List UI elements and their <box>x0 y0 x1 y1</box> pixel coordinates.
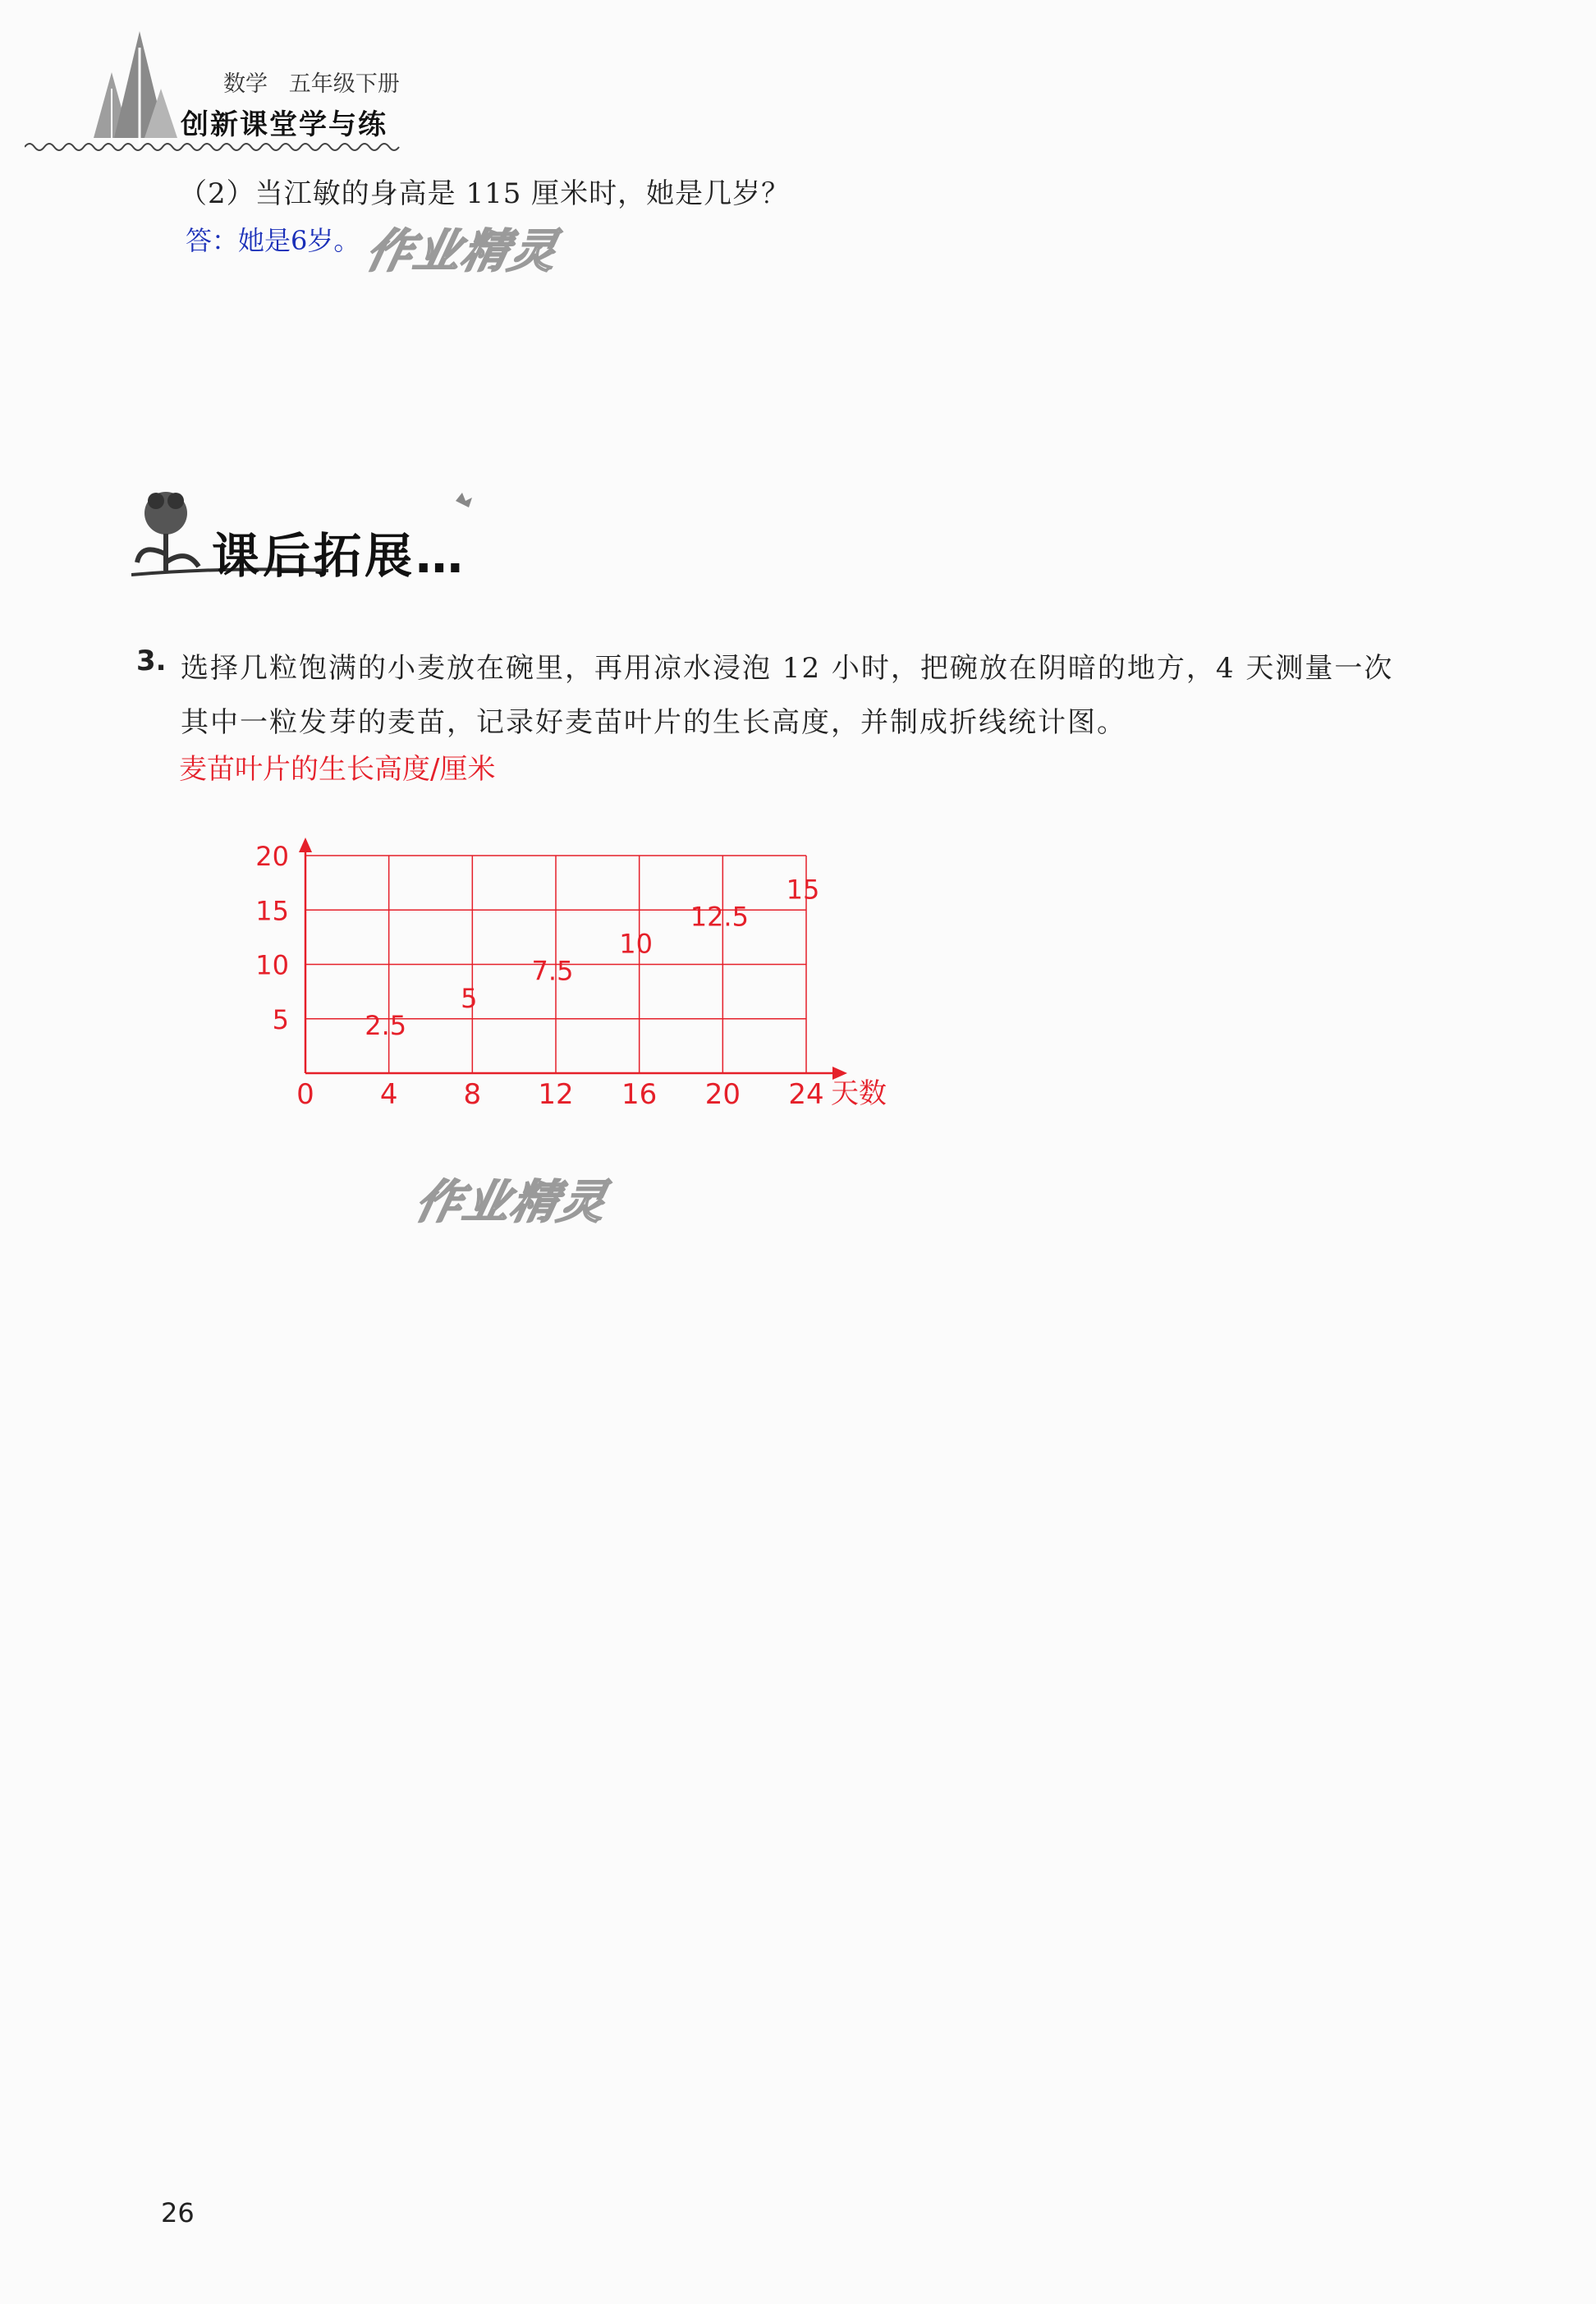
header-tree-logo <box>69 15 192 150</box>
question-3-line-1: 选择几粒饱满的小麦放在碗里，再用凉水浸泡 12 小时，把碗放在阴暗的地方，4 天测量一次 <box>181 652 1394 685</box>
x-tick-label: 12 <box>538 1078 574 1111</box>
data-label: 15 <box>786 874 820 906</box>
data-label: 10 <box>619 928 654 960</box>
header-series-title: 创新课堂学与练 <box>181 108 388 141</box>
y-axis-arrow <box>299 838 312 852</box>
data-label: 7.5 <box>531 955 574 987</box>
x-tick-label: 8 <box>463 1078 482 1111</box>
chart-data-labels <box>365 874 819 1041</box>
x-tick-label: 4 <box>379 1078 398 1111</box>
growth-line-chart <box>164 747 920 1133</box>
question-2-answer: 答：她是6岁。 <box>186 225 360 256</box>
question-3-line-2: 其中一粒发芽的麦苗，记录好麦苗叶片的生长高度，并制成折线统计图。 <box>181 706 1126 739</box>
header-wave-divider <box>25 138 410 156</box>
x-tick-label: 20 <box>704 1078 741 1111</box>
chart-x-axis-label: 天数 <box>831 1077 887 1110</box>
header-subject: 数学 五年级下册 <box>223 71 400 97</box>
section-title: 课后拓展… <box>212 528 467 584</box>
y-tick-label: 10 <box>255 949 289 981</box>
watermark-bottom: 作业精灵 <box>410 1176 612 1229</box>
x-tick-label: 24 <box>788 1078 824 1111</box>
question-2-text: （2）当江敏的身高是 115 厘米时，她是几岁？ <box>179 177 791 210</box>
y-tick-label: 20 <box>255 841 289 872</box>
data-label: 5 <box>461 982 478 1014</box>
data-label: 2.5 <box>365 1009 407 1041</box>
chart-y-axis-label: 麦苗叶片的生长高度/厘米 <box>179 753 496 786</box>
x-tick-label: 0 <box>296 1078 314 1111</box>
question-3-number: 3. <box>136 645 167 677</box>
x-tick-label: 16 <box>621 1078 658 1111</box>
y-tick-label: 15 <box>255 895 289 927</box>
watermark-top: 作业精灵 <box>361 225 563 278</box>
y-tick-label: 5 <box>272 1003 289 1035</box>
page-number: 26 <box>161 2197 195 2228</box>
data-label: 12.5 <box>690 901 749 933</box>
